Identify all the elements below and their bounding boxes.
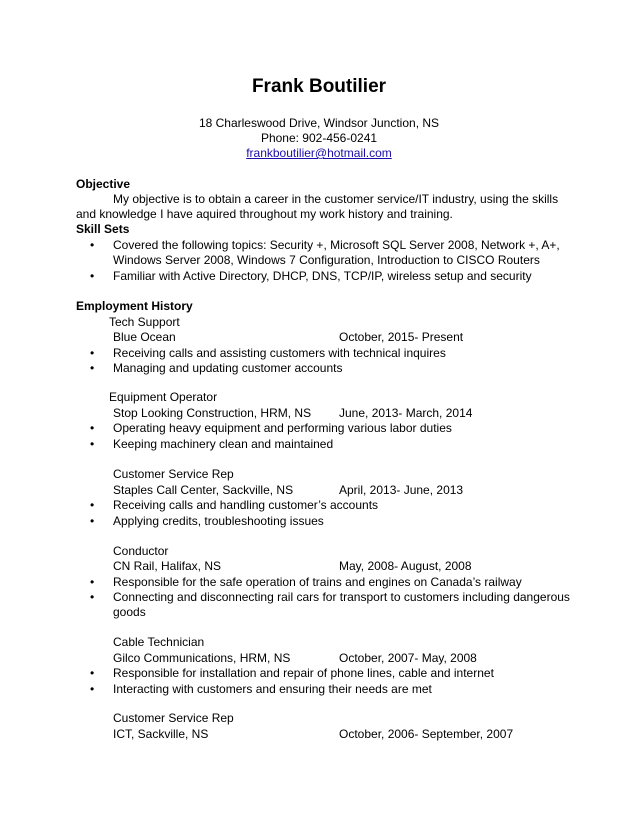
job-duty-continued: goods xyxy=(113,605,146,619)
job-company: CN Rail, Halifax, NS xyxy=(113,559,222,573)
objective-text-line-1: My objective is to obtain a career in the customer service/IT industry, using the skills xyxy=(113,192,559,206)
skill-item-2: • Familiar with Active Directory, DHCP, DNS, TCP/IP, wireless setup and security xyxy=(113,269,532,283)
job-company: ICT, Sackville, NS xyxy=(113,727,209,741)
job-dates: May, 2008- August, 2008 xyxy=(339,559,472,573)
job-duty: • Managing and updating customer accounts xyxy=(113,361,342,375)
job-duty: • Receiving calls and handling customer’s accounts xyxy=(113,498,378,512)
job-dates: June, 2013- March, 2014 xyxy=(339,406,473,420)
job-company: Stop Looking Construction, HRM, NS xyxy=(113,406,312,420)
job-duty: • Interacting with customers and ensuring their needs are met xyxy=(113,682,432,696)
job-title: Customer Service Rep xyxy=(113,711,234,725)
job-company: Staples Call Center, Sackville, NS xyxy=(113,483,294,497)
resume-name: Frank Boutilier xyxy=(251,76,387,97)
job-title: Customer Service Rep xyxy=(113,467,234,481)
contact-email-row xyxy=(0,146,638,160)
job-duty: • Connecting and disconnecting rail cars for transport to customers including dangerous xyxy=(113,590,570,604)
job-duty: • Keeping machinery clean and maintained xyxy=(113,437,333,451)
job-duty: • Responsible for the safe operation of trains and engines on Canada’s railway xyxy=(113,575,522,589)
job-duty: • Responsible for installation and repair of phone lines, cable and internet xyxy=(113,666,494,680)
objective-text-line-2: and knowledge I have aquired throughout my work history and training. xyxy=(76,207,453,221)
job-title: Cable Technician xyxy=(113,635,205,649)
skills-heading: Skill Sets xyxy=(76,222,130,236)
job-dates: October, 2015- Present xyxy=(339,330,464,344)
objective-heading: Objective xyxy=(76,177,131,191)
job-title: Equipment Operator xyxy=(109,390,218,404)
contact-email-link[interactable]: frankboutilier@hotmail.com xyxy=(246,146,392,160)
contact-phone: Phone: 902-456-0241 xyxy=(260,131,378,145)
job-duty: • Applying credits, troubleshooting issues xyxy=(113,514,324,528)
skill-item-1-continued: Windows Server 2008, Windows 7 Configuration, Introduction to CISCO Routers xyxy=(113,253,540,267)
job-title: Tech Support xyxy=(109,315,180,329)
job-dates: October, 2007- May, 2008 xyxy=(339,651,477,665)
job-duty: • Operating heavy equipment and performing various labor duties xyxy=(113,421,452,435)
contact-address: 18 Charleswood Drive, Windsor Junction, NS xyxy=(198,116,440,130)
job-title: Conductor xyxy=(113,544,169,558)
job-company: Blue Ocean xyxy=(113,330,176,344)
job-company: Gilco Communications, HRM, NS xyxy=(113,651,291,665)
job-dates: October, 2006- September, 2007 xyxy=(339,727,514,741)
skill-item-1: • Covered the following topics: Security +, Microsoft SQL Server 2008, Network +, A+, xyxy=(113,238,560,252)
job-duty: • Receiving calls and assisting customers with technical inquires xyxy=(113,346,446,360)
job-dates: April, 2013- June, 2013 xyxy=(339,483,464,497)
employment-heading: Employment History xyxy=(76,299,193,313)
